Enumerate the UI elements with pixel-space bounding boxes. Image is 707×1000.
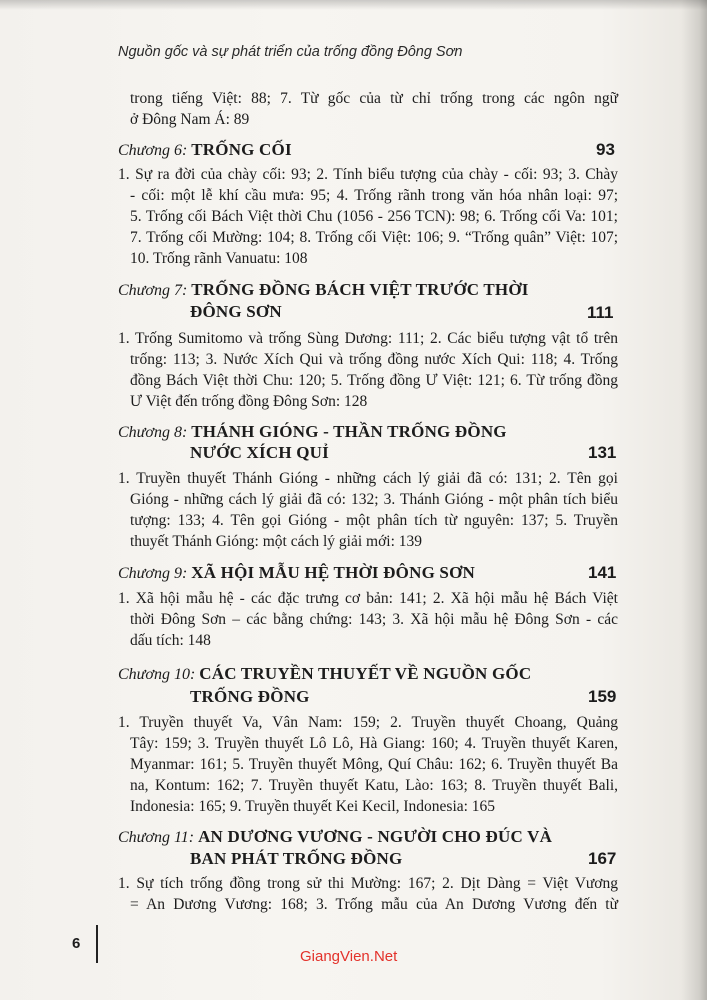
chapter-page-number: 111 bbox=[587, 303, 614, 322]
entry-line: 5. Trống cối Bách Việt thời Chu (1056 - 256 TCN): 98; 6. Trống cối Va: 101; bbox=[130, 208, 618, 225]
chapter-title-line2: NƯỚC XÍCH QUỈ bbox=[190, 443, 329, 462]
entry-line: Tây: 159; 3. Truyền thuyết Lô Lô, Hà Giang: 160; 4. Truyền thuyết Karen, bbox=[130, 735, 618, 752]
chapter-heading bbox=[118, 663, 531, 686]
entry-line: đồng Bách Việt thời Chu: 120; 5. Trống đồng Ư Việt: 121; 6. Từ trống đồng bbox=[130, 372, 618, 389]
page-top-edge bbox=[0, 0, 707, 10]
entry-line: - cối: một lễ khí cầu mưa: 95; 4. Trống rãnh trong văn hóa nhân loại: 97; bbox=[130, 187, 618, 204]
chapter-heading bbox=[118, 139, 292, 162]
entry-line: 1. Truyền thuyết Thánh Gióng - những cách lý giải đã có: 131; 2. Tên gọi bbox=[118, 470, 618, 487]
chapter-label: Chương 8: bbox=[118, 424, 188, 441]
chapter-title: AN DƯƠNG VƯƠNG - NGƯỜI CHO ĐÚC VÀ bbox=[198, 827, 553, 846]
entry-line: tượng: 133; 4. Tên gọi Gióng - một phân tích từ nguyên: 137; 5. Truyền bbox=[130, 512, 618, 529]
entry-line: na, Kontum: 162; 7. Truyền thuyết Katu, Lào: 163; 8. Truyền thuyết Bali, bbox=[130, 777, 618, 794]
folio-rule bbox=[96, 925, 98, 963]
chapter-title: THÁNH GIÓNG - THẦN TRỐNG ĐỒNG bbox=[191, 422, 507, 441]
entry-line: Ư Việt đến trống đồng Đông Sơn: 128 bbox=[130, 393, 368, 410]
chapter-title-line2: BAN PHÁT TRỐNG ĐỒNG bbox=[190, 849, 403, 868]
chapter-title: XÃ HỘI MẪU HỆ THỜI ĐÔNG SƠN bbox=[191, 563, 475, 582]
chapter-heading bbox=[118, 826, 552, 849]
chapter-title-line2: TRỐNG ĐỒNG bbox=[190, 687, 310, 706]
entry-line: 1. Sự ra đời của chày cối: 93; 2. Tính biểu tượng của chày - cối: 93; 3. Chày bbox=[118, 166, 618, 183]
entry-line: = An Dương Vương: 168; 3. Trống mẫu của An Dương Vương đến từ bbox=[130, 896, 618, 913]
chapter-label: Chương 7: bbox=[118, 282, 188, 299]
page-edge-shadow bbox=[681, 0, 707, 1000]
chapter-page-number: 93 bbox=[596, 140, 615, 159]
chapter-heading bbox=[118, 279, 529, 302]
watermark: GiangVien.Net bbox=[300, 948, 398, 965]
page-number: 6 bbox=[72, 935, 81, 952]
entry-line: Indonesia: 165; 9. Truyền thuyết Kei Kecil, Indonesia: 165 bbox=[130, 798, 496, 815]
entry-line: 1. Xã hội mẫu hệ - các đặc trưng cơ bản: 141; 2. Xã hội mẫu hệ Bách Việt bbox=[118, 590, 618, 607]
entry-line: Myanmar: 161; 5. Truyền thuyết Mông, Quí Châu: 162; 6. Truyền thuyết Ba bbox=[130, 756, 618, 773]
chapter-label: Chương 9: bbox=[118, 565, 188, 582]
entry-line: thuyết Thánh Gióng: một cách lý giải mới: 139 bbox=[130, 533, 423, 550]
chapter-label: Chương 11: bbox=[118, 829, 195, 846]
entry-line: thời Đông Sơn – các bằng chứng: 143; 3. Xã hội mẫu hệ Đông Sơn - các bbox=[130, 611, 618, 628]
chapter-page-number: 167 bbox=[588, 849, 617, 868]
chapter-page-number: 131 bbox=[588, 443, 617, 462]
chapter-page-number: 159 bbox=[588, 687, 617, 706]
chapter-title: TRỐNG CỐI bbox=[191, 140, 292, 159]
entry-line: 1. Trống Sumitomo và trống Sùng Dương: 111; 2. Các biểu tượng vật tổ trên bbox=[118, 330, 618, 347]
entry-line: trống: 113; 3. Nước Xích Qui và trống đồng nước Xích Qui: 118; 4. Trống bbox=[130, 351, 618, 368]
chapter-heading bbox=[118, 421, 507, 444]
chapter-page-number: 141 bbox=[588, 563, 617, 582]
entry-line: 1. Truyền thuyết Va, Vân Nam: 159; 2. Truyền thuyết Choang, Quảng bbox=[118, 714, 618, 731]
entry-line: Gióng - những cách lý giải đã có: 132; 3. Thánh Gióng - một phân tích biểu bbox=[130, 491, 618, 508]
intro-line: trong tiếng Việt: 88; 7. Từ gốc của từ chỉ trống trong các ngôn ngữ bbox=[130, 90, 618, 107]
chapter-label: Chương 10: bbox=[118, 666, 196, 683]
chapter-label: Chương 6: bbox=[118, 142, 188, 159]
chapter-title: CÁC TRUYỀN THUYẾT VỀ NGUỒN GỐC bbox=[199, 664, 532, 683]
entry-line: dấu tích: 148 bbox=[130, 632, 211, 649]
entry-line: 1. Sự tích trống đồng trong sử thi Mường: 167; 2. Dịt Dàng = Việt Vương bbox=[118, 875, 618, 892]
chapter-title: TRỐNG ĐỒNG BÁCH VIỆT TRƯỚC THỜI bbox=[191, 280, 529, 299]
chapter-heading bbox=[118, 562, 475, 585]
running-head: Nguồn gốc và sự phát triển của trống đồng Đông Sơn bbox=[118, 44, 463, 60]
chapter-title-line2: ĐÔNG SƠN bbox=[190, 302, 282, 321]
intro-line: ở Đông Nam Á: 89 bbox=[130, 111, 250, 128]
entry-line: 10. Trống rãnh Vanuatu: 108 bbox=[130, 250, 308, 267]
entry-line: 7. Trống cối Mường: 104; 8. Trống cối Việt: 106; 9. “Trống quân” Việt: 107; bbox=[130, 229, 618, 246]
